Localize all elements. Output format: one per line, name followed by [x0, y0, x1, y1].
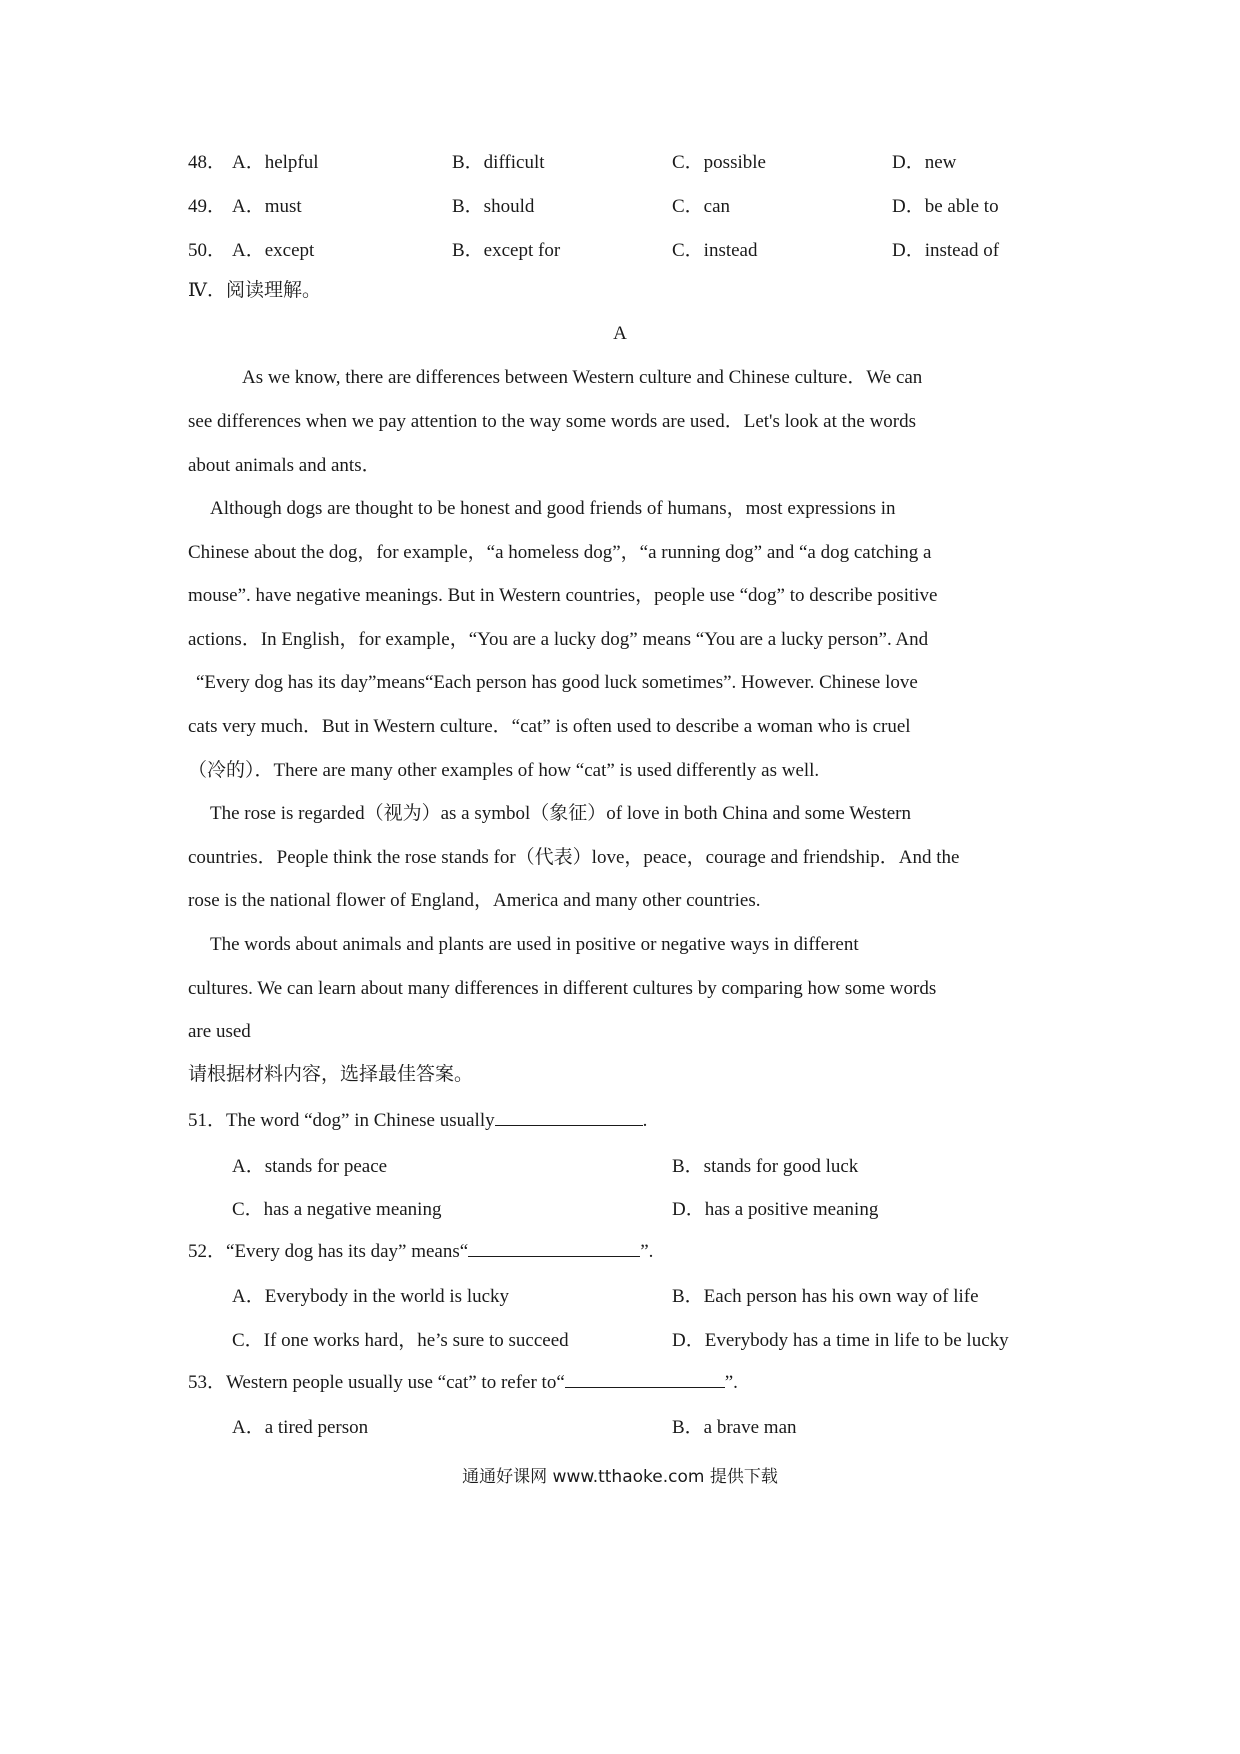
page-footer: 通通好课网 www.tthaoke.com 提供下载 [462, 1467, 778, 1487]
instruction: 请根据材料内容，选择最佳答案。 [188, 1064, 474, 1085]
stem-end: ”. [724, 1372, 738, 1393]
passage-line: mouse”. have negative meanings. But in Western countries，people use “dog” to describe positive [188, 585, 938, 606]
stem-end: . [642, 1110, 648, 1131]
option-c: C．can [672, 196, 731, 217]
passage-line: The words about animals and plants are used in positive or negative ways in different [210, 934, 859, 955]
question-number: 49． [188, 196, 227, 217]
passage-line: cultures. We can learn about many differences in different cultures by comparing how some words [188, 978, 937, 999]
option-c: C．If one works hard，he’s sure to succeed [232, 1330, 569, 1351]
option-b: B．stands for good luck [672, 1156, 859, 1177]
option-b: B．Each person has his own way of life [672, 1286, 979, 1307]
passage-line: actions．In English，for example，“You are a lucky dog” means “You are a lucky person”. And [188, 629, 929, 650]
section-heading: Ⅳ．阅读理解。 [188, 280, 321, 301]
passage-line: （冷的）．There are many other examples of how “cat” is used differently as well. [188, 760, 820, 781]
option-d: D．new [892, 152, 957, 173]
option-a: A．must [232, 196, 302, 217]
passage-line: “Every dog has its day”means“Each person has good luck sometimes”. However. Chinese love [196, 672, 918, 693]
answer-blank[interactable] [495, 1107, 643, 1126]
question-number: 48． [188, 152, 227, 173]
passage-line: The rose is regarded（视为）as a symbol（象征）of love in both China and some Western [210, 803, 911, 824]
question-number: 51． [188, 1110, 227, 1131]
option-b: B．a brave man [672, 1417, 797, 1438]
question-number: 50． [188, 240, 227, 261]
passage-line: about animals and ants． [188, 455, 381, 476]
question-number: 53． [188, 1372, 227, 1393]
passage-line: see differences when we pay attention to the way some words are used．Let's look at the words [188, 411, 917, 432]
option-a: A．helpful [232, 152, 319, 173]
passage-line: rose is the national flower of England，America and many other countries. [188, 890, 761, 911]
option-b: B．difficult [452, 152, 545, 173]
stem-end: ”. [640, 1241, 654, 1262]
question-stem [188, 1238, 653, 1264]
option-b: B．should [452, 196, 535, 217]
option-d: D．Everybody has a time in life to be lucky [672, 1330, 1009, 1351]
passage-line: cats very much．But in Western culture．“cat” is often used to describe a woman who is cruel [188, 716, 911, 737]
option-c: C．possible [672, 152, 766, 173]
stem-text: Western people usually use “cat” to refer to“ [226, 1372, 565, 1393]
passage-line: are used [188, 1021, 251, 1042]
answer-blank[interactable] [468, 1238, 640, 1257]
passage-line: Although dogs are thought to be honest and good friends of humans，most expressions in [210, 498, 896, 519]
stem-text: “Every dog has its day” means“ [226, 1241, 469, 1262]
passage-title: A [613, 323, 627, 344]
question-stem [188, 1369, 738, 1395]
answer-blank[interactable] [565, 1369, 725, 1388]
option-a: A．except [232, 240, 315, 261]
stem-text: The word “dog” in Chinese usually [226, 1110, 495, 1131]
option-d: D．instead of [892, 240, 1000, 261]
option-a: A．Everybody in the world is lucky [232, 1286, 510, 1307]
option-a: A．a tired person [232, 1417, 369, 1438]
option-d: D．has a positive meaning [672, 1199, 879, 1220]
option-b: B．except for [452, 240, 561, 261]
question-number: 52． [188, 1241, 227, 1262]
option-d: D．be able to [892, 196, 999, 217]
passage-line: countries．People think the rose stands for（代表）love，peace，courage and friendship．And the [188, 847, 960, 868]
option-a: A．stands for peace [232, 1156, 388, 1177]
passage-line: Chinese about the dog，for example，“a homeless dog”，“a running dog” and “a dog catching a [188, 542, 932, 563]
option-c: C．has a negative meaning [232, 1199, 442, 1220]
option-c: C．instead [672, 240, 758, 261]
question-stem [188, 1107, 647, 1133]
passage-line: As we know, there are differences between Western culture and Chinese culture．We can [242, 367, 923, 388]
